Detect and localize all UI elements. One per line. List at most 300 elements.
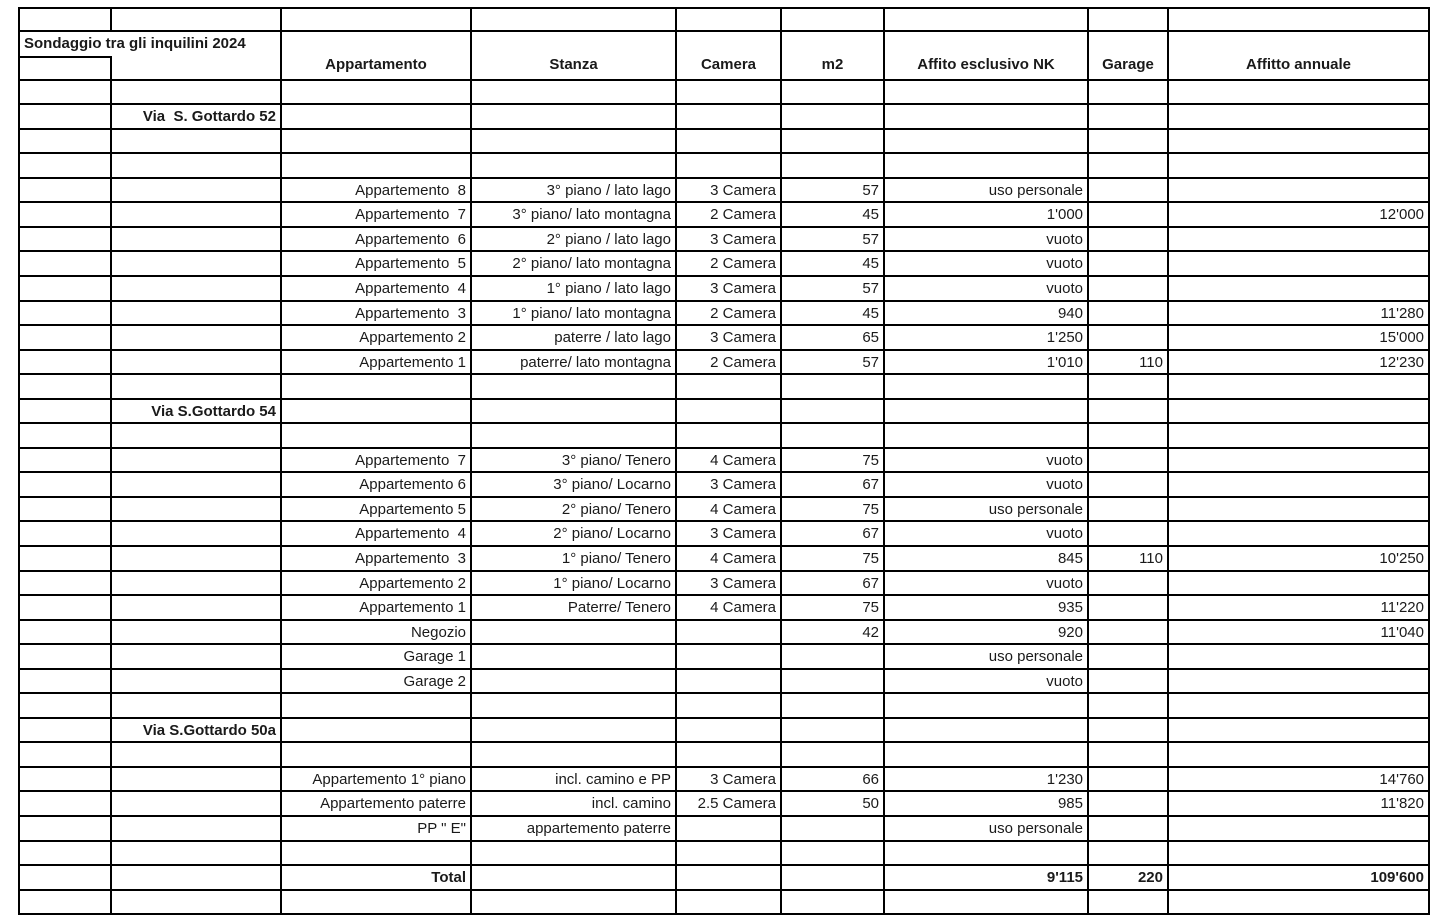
cell-B21 xyxy=(112,498,282,523)
cell-G5 xyxy=(885,105,1089,130)
header-m2: m2 xyxy=(782,32,885,81)
cell-A20 xyxy=(20,473,112,498)
cell-E13: 2 Camera xyxy=(677,302,782,327)
cell-A19 xyxy=(20,449,112,474)
cell-B31 xyxy=(112,743,282,768)
cell-I1 xyxy=(1169,9,1430,32)
cell-D27 xyxy=(472,645,677,670)
header-stanza: Stanza xyxy=(472,32,677,81)
cell-G16 xyxy=(885,375,1089,400)
cell-A33 xyxy=(20,792,112,817)
cell-I6 xyxy=(1169,130,1430,155)
cell-D8: 3° piano / lato lago xyxy=(472,179,677,204)
cell-E16 xyxy=(677,375,782,400)
cell-E9: 2 Camera xyxy=(677,203,782,228)
cell-I34 xyxy=(1169,817,1430,842)
cell-F26: 42 xyxy=(782,621,885,646)
cell-A13 xyxy=(20,302,112,327)
cell-E19: 4 Camera xyxy=(677,449,782,474)
cell-G22: vuoto xyxy=(885,522,1089,547)
cell-C24: Appartemento 2 xyxy=(282,572,472,597)
cell-A8 xyxy=(20,179,112,204)
cell-H19 xyxy=(1089,449,1169,474)
cell-C26: Negozio xyxy=(282,621,472,646)
cell-A14 xyxy=(20,326,112,351)
cell-C25: Appartemento 1 xyxy=(282,596,472,621)
cell-F35 xyxy=(782,842,885,867)
cell-H4 xyxy=(1089,81,1169,106)
cell-H27 xyxy=(1089,645,1169,670)
cell-H35 xyxy=(1089,842,1169,867)
cell-D5 xyxy=(472,105,677,130)
cell-A29 xyxy=(20,694,112,719)
cell-G25: 935 xyxy=(885,596,1089,621)
cell-B12 xyxy=(112,277,282,302)
cell-D33: incl. camino xyxy=(472,792,677,817)
cell-I24 xyxy=(1169,572,1430,597)
cell-C7 xyxy=(282,154,472,179)
cell-A12 xyxy=(20,277,112,302)
cell-I5 xyxy=(1169,105,1430,130)
cell-E36 xyxy=(677,866,782,891)
cell-G18 xyxy=(885,424,1089,449)
cell-G4 xyxy=(885,81,1089,106)
cell-C36: Total xyxy=(282,866,472,891)
cell-I12 xyxy=(1169,277,1430,302)
cell-H24 xyxy=(1089,572,1169,597)
cell-H31 xyxy=(1089,743,1169,768)
cell-I25: 11'220 xyxy=(1169,596,1430,621)
cell-G15: 1'010 xyxy=(885,351,1089,376)
cell-D30 xyxy=(472,719,677,744)
header-appartamento: Appartamento xyxy=(282,32,472,81)
cell-F6 xyxy=(782,130,885,155)
cell-C8: Appartemento 8 xyxy=(282,179,472,204)
cell-G11: vuoto xyxy=(885,252,1089,277)
cell-I29 xyxy=(1169,694,1430,719)
cell-H34 xyxy=(1089,817,1169,842)
cell-G14: 1'250 xyxy=(885,326,1089,351)
cell-C22: Appartemento 4 xyxy=(282,522,472,547)
cell-D23: 1° piano/ Tenero xyxy=(472,547,677,572)
cell-I20 xyxy=(1169,473,1430,498)
cell-C32: Appartemento 1° piano xyxy=(282,768,472,793)
cell-A18 xyxy=(20,424,112,449)
cell-H36: 220 xyxy=(1089,866,1169,891)
cell-C1 xyxy=(282,9,472,32)
cell-F23: 75 xyxy=(782,547,885,572)
cell-B16 xyxy=(112,375,282,400)
cell-I14: 15'000 xyxy=(1169,326,1430,351)
cell-E4 xyxy=(677,81,782,106)
cell-D7 xyxy=(472,154,677,179)
cell-D4 xyxy=(472,81,677,106)
cell-I37 xyxy=(1169,891,1430,916)
cell-B13 xyxy=(112,302,282,327)
cell-G35 xyxy=(885,842,1089,867)
cell-C10: Appartemento 6 xyxy=(282,228,472,253)
cell-B28 xyxy=(112,670,282,695)
cell-A17 xyxy=(20,400,112,425)
cell-H28 xyxy=(1089,670,1169,695)
cell-B24 xyxy=(112,572,282,597)
cell-A10 xyxy=(20,228,112,253)
cell-B17: Via S.Gottardo 54 xyxy=(112,400,282,425)
cell-C17 xyxy=(282,400,472,425)
cell-D28 xyxy=(472,670,677,695)
cell-G17 xyxy=(885,400,1089,425)
cell-I8 xyxy=(1169,179,1430,204)
header-camera: Camera xyxy=(677,32,782,81)
cell-G33: 985 xyxy=(885,792,1089,817)
cell-D34: appartemento paterre xyxy=(472,817,677,842)
cell-F17 xyxy=(782,400,885,425)
cell-G20: vuoto xyxy=(885,473,1089,498)
cell-F24: 67 xyxy=(782,572,885,597)
cell-E37 xyxy=(677,891,782,916)
cell-I13: 11'280 xyxy=(1169,302,1430,327)
cell-A30 xyxy=(20,719,112,744)
cell-D18 xyxy=(472,424,677,449)
cell-A7 xyxy=(20,154,112,179)
cell-H14 xyxy=(1089,326,1169,351)
cell-A21 xyxy=(20,498,112,523)
cell-H9 xyxy=(1089,203,1169,228)
cell-I31 xyxy=(1169,743,1430,768)
cell-B10 xyxy=(112,228,282,253)
cell-G21: uso personale xyxy=(885,498,1089,523)
cell-E29 xyxy=(677,694,782,719)
cell-G34: uso personale xyxy=(885,817,1089,842)
cell-G24: vuoto xyxy=(885,572,1089,597)
cell-C13: Appartemento 3 xyxy=(282,302,472,327)
cell-H18 xyxy=(1089,424,1169,449)
cell-C37 xyxy=(282,891,472,916)
cell-C9: Appartemento 7 xyxy=(282,203,472,228)
cell-F13: 45 xyxy=(782,302,885,327)
cell-H6 xyxy=(1089,130,1169,155)
cell-C11: Appartemento 5 xyxy=(282,252,472,277)
cell-D25: Paterre/ Tenero xyxy=(472,596,677,621)
cell-F22: 67 xyxy=(782,522,885,547)
cell-C18 xyxy=(282,424,472,449)
cell-B36 xyxy=(112,866,282,891)
cell-G27: uso personale xyxy=(885,645,1089,670)
cell-D37 xyxy=(472,891,677,916)
cell-H33 xyxy=(1089,792,1169,817)
cell-E30 xyxy=(677,719,782,744)
cell-E6 xyxy=(677,130,782,155)
cell-E7 xyxy=(677,154,782,179)
cell-F20: 67 xyxy=(782,473,885,498)
cell-D31 xyxy=(472,743,677,768)
cell-H1 xyxy=(1089,9,1169,32)
cell-C31 xyxy=(282,743,472,768)
cell-C21: Appartemento 5 xyxy=(282,498,472,523)
cell-I7 xyxy=(1169,154,1430,179)
cell-E20: 3 Camera xyxy=(677,473,782,498)
cell-H7 xyxy=(1089,154,1169,179)
cell-G6 xyxy=(885,130,1089,155)
cell-I33: 11'820 xyxy=(1169,792,1430,817)
cell-F15: 57 xyxy=(782,351,885,376)
cell-A16 xyxy=(20,375,112,400)
cell-B25 xyxy=(112,596,282,621)
cell-H15: 110 xyxy=(1089,351,1169,376)
cell-I36: 109'600 xyxy=(1169,866,1430,891)
cell-F30 xyxy=(782,719,885,744)
cell-C16 xyxy=(282,375,472,400)
cell-D10: 2° piano / lato lago xyxy=(472,228,677,253)
cell-A31 xyxy=(20,743,112,768)
cell-E12: 3 Camera xyxy=(677,277,782,302)
cell-I10 xyxy=(1169,228,1430,253)
cell-I35 xyxy=(1169,842,1430,867)
cell-B20 xyxy=(112,473,282,498)
cell-F12: 57 xyxy=(782,277,885,302)
cell-H16 xyxy=(1089,375,1169,400)
cell-H29 xyxy=(1089,694,1169,719)
cell-D15: paterre/ lato montagna xyxy=(472,351,677,376)
cell-I17 xyxy=(1169,400,1430,425)
header-garage: Garage xyxy=(1089,32,1169,81)
cell-D35 xyxy=(472,842,677,867)
cell-E21: 4 Camera xyxy=(677,498,782,523)
cell-A23 xyxy=(20,547,112,572)
cell-E18 xyxy=(677,424,782,449)
cell-B5: Via S. Gottardo 52 xyxy=(112,105,282,130)
cell-G23: 845 xyxy=(885,547,1089,572)
cell-E33: 2.5 Camera xyxy=(677,792,782,817)
cell-C4 xyxy=(282,81,472,106)
cell-D16 xyxy=(472,375,677,400)
cell-B22 xyxy=(112,522,282,547)
cell-F19: 75 xyxy=(782,449,885,474)
cell-C35 xyxy=(282,842,472,867)
cell-C33: Appartemento paterre xyxy=(282,792,472,817)
cell-B9 xyxy=(112,203,282,228)
cell-I4 xyxy=(1169,81,1430,106)
cell-D29 xyxy=(472,694,677,719)
cell-E22: 3 Camera xyxy=(677,522,782,547)
cell-F25: 75 xyxy=(782,596,885,621)
cell-C15: Appartemento 1 xyxy=(282,351,472,376)
cell-D22: 2° piano/ Locarno xyxy=(472,522,677,547)
cell-E10: 3 Camera xyxy=(677,228,782,253)
cell-C5 xyxy=(282,105,472,130)
cell-G13: 940 xyxy=(885,302,1089,327)
cell-D12: 1° piano / lato lago xyxy=(472,277,677,302)
cell-H37 xyxy=(1089,891,1169,916)
cell-A3 xyxy=(20,56,112,81)
cell-G28: vuoto xyxy=(885,670,1089,695)
cell-E35 xyxy=(677,842,782,867)
cell-I16 xyxy=(1169,375,1430,400)
cell-D13: 1° piano/ lato montagna xyxy=(472,302,677,327)
cell-D36 xyxy=(472,866,677,891)
cell-D21: 2° piano/ Tenero xyxy=(472,498,677,523)
cell-G36: 9'115 xyxy=(885,866,1089,891)
cell-H22 xyxy=(1089,522,1169,547)
cell-I21 xyxy=(1169,498,1430,523)
cell-B30: Via S.Gottardo 50a xyxy=(112,719,282,744)
cell-B37 xyxy=(112,891,282,916)
cell-C6 xyxy=(282,130,472,155)
cell-B14 xyxy=(112,326,282,351)
header-affitto-annuale: Affitto annuale xyxy=(1169,32,1430,81)
cell-A37 xyxy=(20,891,112,916)
header-affito-esclusivo-nk: Affito esclusivo NK xyxy=(885,32,1089,81)
cell-B4 xyxy=(112,81,282,106)
cell-B26 xyxy=(112,621,282,646)
cell-E17 xyxy=(677,400,782,425)
cell-I27 xyxy=(1169,645,1430,670)
cell-A5 xyxy=(20,105,112,130)
cell-A28 xyxy=(20,670,112,695)
cell-A15 xyxy=(20,351,112,376)
cell-A36 xyxy=(20,866,112,891)
cell-F7 xyxy=(782,154,885,179)
spreadsheet-table xyxy=(18,7,1430,915)
cell-E25: 4 Camera xyxy=(677,596,782,621)
cell-B32 xyxy=(112,768,282,793)
cell-I23: 10'250 xyxy=(1169,547,1430,572)
cell-B3 xyxy=(112,56,282,81)
cell-F16 xyxy=(782,375,885,400)
cell-F18 xyxy=(782,424,885,449)
cell-E8: 3 Camera xyxy=(677,179,782,204)
cell-B33 xyxy=(112,792,282,817)
cell-B35 xyxy=(112,842,282,867)
cell-F28 xyxy=(782,670,885,695)
cell-A1 xyxy=(20,9,112,32)
cell-C19: Appartemento 7 xyxy=(282,449,472,474)
cell-E24: 3 Camera xyxy=(677,572,782,597)
cell-B34 xyxy=(112,817,282,842)
cell-G26: 920 xyxy=(885,621,1089,646)
cell-D11: 2° piano/ lato montagna xyxy=(472,252,677,277)
cell-F21: 75 xyxy=(782,498,885,523)
cell-B15 xyxy=(112,351,282,376)
cell-G19: vuoto xyxy=(885,449,1089,474)
cell-D24: 1° piano/ Locarno xyxy=(472,572,677,597)
cell-E28 xyxy=(677,670,782,695)
cell-I26: 11'040 xyxy=(1169,621,1430,646)
cell-E23: 4 Camera xyxy=(677,547,782,572)
cell-E5 xyxy=(677,105,782,130)
cell-A9 xyxy=(20,203,112,228)
cell-I32: 14'760 xyxy=(1169,768,1430,793)
cell-E32: 3 Camera xyxy=(677,768,782,793)
cell-E1 xyxy=(677,9,782,32)
cell-F31 xyxy=(782,743,885,768)
cell-D19: 3° piano/ Tenero xyxy=(472,449,677,474)
cell-B7 xyxy=(112,154,282,179)
cell-G32: 1'230 xyxy=(885,768,1089,793)
cell-F33: 50 xyxy=(782,792,885,817)
cell-I28 xyxy=(1169,670,1430,695)
cell-F34 xyxy=(782,817,885,842)
cell-B11 xyxy=(112,252,282,277)
cell-A34 xyxy=(20,817,112,842)
cell-C12: Appartemento 4 xyxy=(282,277,472,302)
cell-H23: 110 xyxy=(1089,547,1169,572)
cell-B23 xyxy=(112,547,282,572)
cell-A35 xyxy=(20,842,112,867)
cell-F32: 66 xyxy=(782,768,885,793)
cell-E31 xyxy=(677,743,782,768)
cell-F29 xyxy=(782,694,885,719)
cell-H21 xyxy=(1089,498,1169,523)
cell-E34 xyxy=(677,817,782,842)
cell-D20: 3° piano/ Locarno xyxy=(472,473,677,498)
cell-G8: uso personale xyxy=(885,179,1089,204)
cell-C29 xyxy=(282,694,472,719)
cell-C30 xyxy=(282,719,472,744)
cell-H20 xyxy=(1089,473,1169,498)
cell-G12: vuoto xyxy=(885,277,1089,302)
cell-B29 xyxy=(112,694,282,719)
cell-A11 xyxy=(20,252,112,277)
cell-H11 xyxy=(1089,252,1169,277)
cell-H26 xyxy=(1089,621,1169,646)
cell-A27 xyxy=(20,645,112,670)
cell-E27 xyxy=(677,645,782,670)
title-cell: Sondaggio tra gli inquilini 2024 xyxy=(20,32,282,57)
cell-G7 xyxy=(885,154,1089,179)
cell-D1 xyxy=(472,9,677,32)
cell-A25 xyxy=(20,596,112,621)
cell-A26 xyxy=(20,621,112,646)
cell-I9: 12'000 xyxy=(1169,203,1430,228)
cell-F14: 65 xyxy=(782,326,885,351)
cell-E14: 3 Camera xyxy=(677,326,782,351)
cell-I30 xyxy=(1169,719,1430,744)
cell-C34: PP " E" xyxy=(282,817,472,842)
cell-G37 xyxy=(885,891,1089,916)
cell-E11: 2 Camera xyxy=(677,252,782,277)
cell-F10: 57 xyxy=(782,228,885,253)
cell-A4 xyxy=(20,81,112,106)
cell-F37 xyxy=(782,891,885,916)
cell-F5 xyxy=(782,105,885,130)
cell-B6 xyxy=(112,130,282,155)
cell-I22 xyxy=(1169,522,1430,547)
cell-F8: 57 xyxy=(782,179,885,204)
cell-H32 xyxy=(1089,768,1169,793)
cell-H17 xyxy=(1089,400,1169,425)
cell-F27 xyxy=(782,645,885,670)
cell-H10 xyxy=(1089,228,1169,253)
cell-D14: paterre / lato lago xyxy=(472,326,677,351)
cell-F11: 45 xyxy=(782,252,885,277)
cell-B1 xyxy=(112,9,282,32)
cell-G30 xyxy=(885,719,1089,744)
cell-D9: 3° piano/ lato montagna xyxy=(472,203,677,228)
cell-F9: 45 xyxy=(782,203,885,228)
cell-F1 xyxy=(782,9,885,32)
cell-F36 xyxy=(782,866,885,891)
cell-E15: 2 Camera xyxy=(677,351,782,376)
cell-H8 xyxy=(1089,179,1169,204)
cell-B18 xyxy=(112,424,282,449)
cell-A6 xyxy=(20,130,112,155)
cell-G1 xyxy=(885,9,1089,32)
cell-C28: Garage 2 xyxy=(282,670,472,695)
cell-D6 xyxy=(472,130,677,155)
cell-H25 xyxy=(1089,596,1169,621)
cell-D26 xyxy=(472,621,677,646)
